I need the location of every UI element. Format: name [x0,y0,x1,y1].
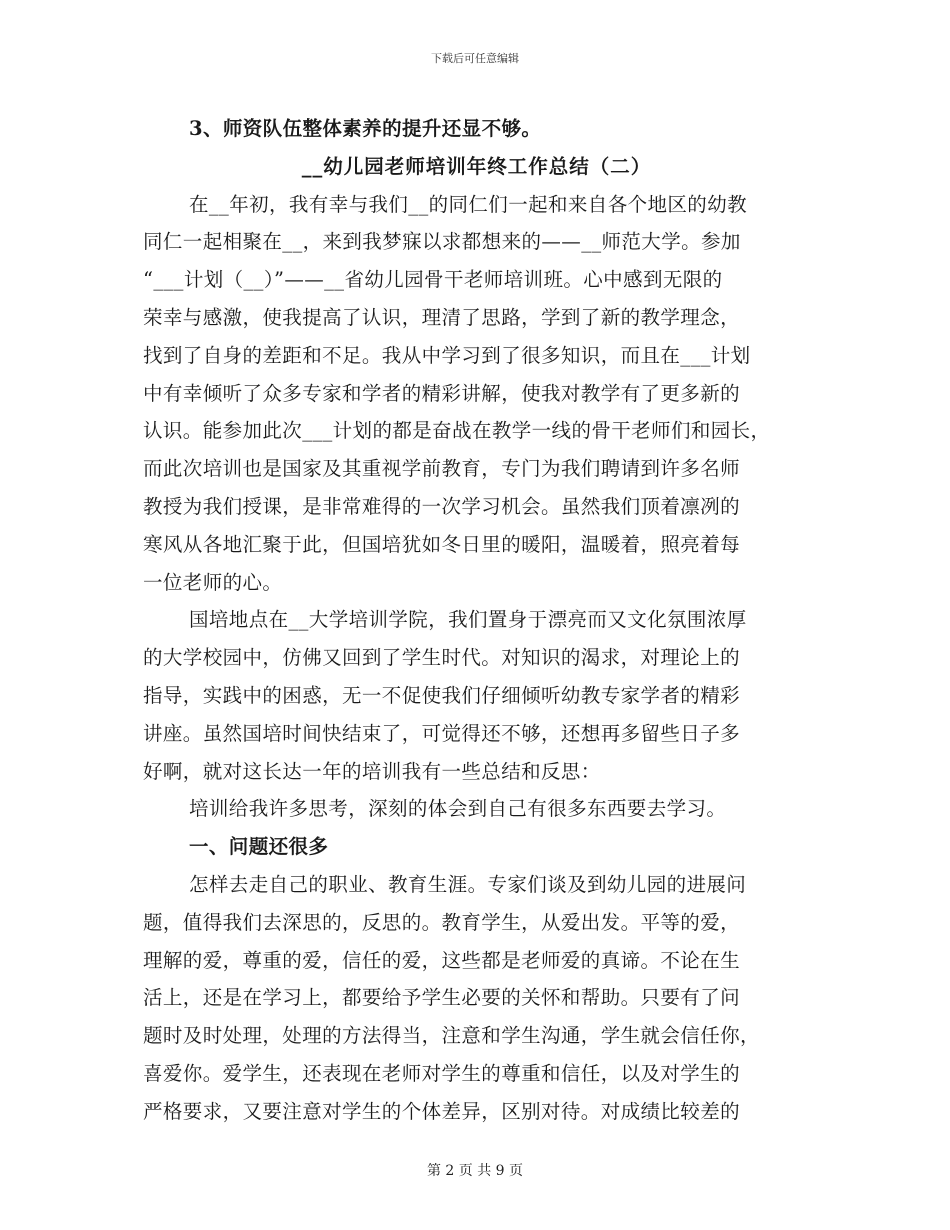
paragraph-line: 培训给我许多思考，深刻的体会到自己有很多东西要去学习。 [189,797,727,821]
paragraph-line: 题，值得我们去深思的，反思的。教育学生，从爱出发。平等的爱， [143,910,741,934]
section-heading: 3、师资队伍整体素养的提升还显不够。 [189,117,542,140]
paragraph-line: 好啊，就对这长达一年的培训我有一些总结和反思： [143,759,601,783]
paragraph-line: 的大学校园中，仿佛又回到了学生时代。对知识的渴求，对理论上的 [143,646,741,670]
page-number: 第 2 页 共 9 页 [426,1163,524,1179]
paragraph-line: 认识。能参加此次___计划的都是奋战在教学一线的骨干老师们和园长， [143,419,771,443]
paragraph-line: 严格要求，又要注意对学生的个体差异，区别对待。对成绩比较差的 [143,1099,741,1123]
paragraph-line: 讲座。虽然国培时间快结束了，可觉得还不够，还想再多留些日子多 [143,721,741,745]
document-title: __幼儿园老师培训年终工作总结（二） [301,154,652,178]
paragraph-line: 题时及时处理，处理的方法得当，注意和学生沟通，学生就会信任你， [143,1024,760,1048]
paragraph-line: 理解的爱，尊重的爱，信任的爱，这些都是老师爱的真谛。不论在生 [143,948,741,972]
paragraph-line: 荣幸与感激，使我提高了认识，理清了思路，学到了新的教学理念， [143,305,741,329]
paragraph-line: 找到了自身的差距和不足。我从中学习到了很多知识，而且在___计划 [143,343,751,367]
paragraph-line: 中有幸倾听了众多专家和学者的精彩讲解，使我对教学有了更多新的 [143,381,741,405]
paragraph-line: “___计划（__）”——__省幼儿园骨干老师培训班。心中感到无限的 [143,268,723,292]
paragraph-line: 喜爱你。爱学生，还表现在老师对学生的尊重和信任，以及对学生的 [143,1061,741,1085]
paragraph-line: 指导，实践中的困惑，无一不促使我们仔细倾听幼教专家学者的精彩 [143,683,741,707]
document-body [143,110,810,1131]
paragraph-line: 寒风从各地汇聚于此，但国培犹如冬日里的暖阳，温暖着，照亮着每 [143,532,741,556]
section-heading: 一、问题还很多 [189,835,329,859]
paragraph-line: 在__年初，我有幸与我们__的同仁们一起和来自各个地区的幼教 [189,192,748,216]
paragraph-line: 怎样去走自己的职业、教育生涯。专家们谈及到幼儿园的进展问 [189,872,747,896]
paragraph-line: 教授为我们授课，是非常难得的一次学习机会。虽然我们顶着凛冽的 [143,494,741,518]
paragraph-line: 国培地点在__大学培训学院，我们置身于漂亮而又文化氛围浓厚 [189,608,747,632]
paragraph-line: 同仁一起相聚在__，来到我梦寐以求都想来的——__师范大学。参加 [143,230,741,254]
paragraph-line: 活上，还是在学习上，都要给予学生必要的关怀和帮助。只要有了问 [143,986,741,1010]
page-header: 下载后可任意编辑 [431,52,519,65]
paragraph-line: 而此次培训也是国家及其重视学前教育，专门为我们聘请到许多名师 [143,457,741,481]
paragraph-line: 一位老师的心。 [143,570,283,594]
